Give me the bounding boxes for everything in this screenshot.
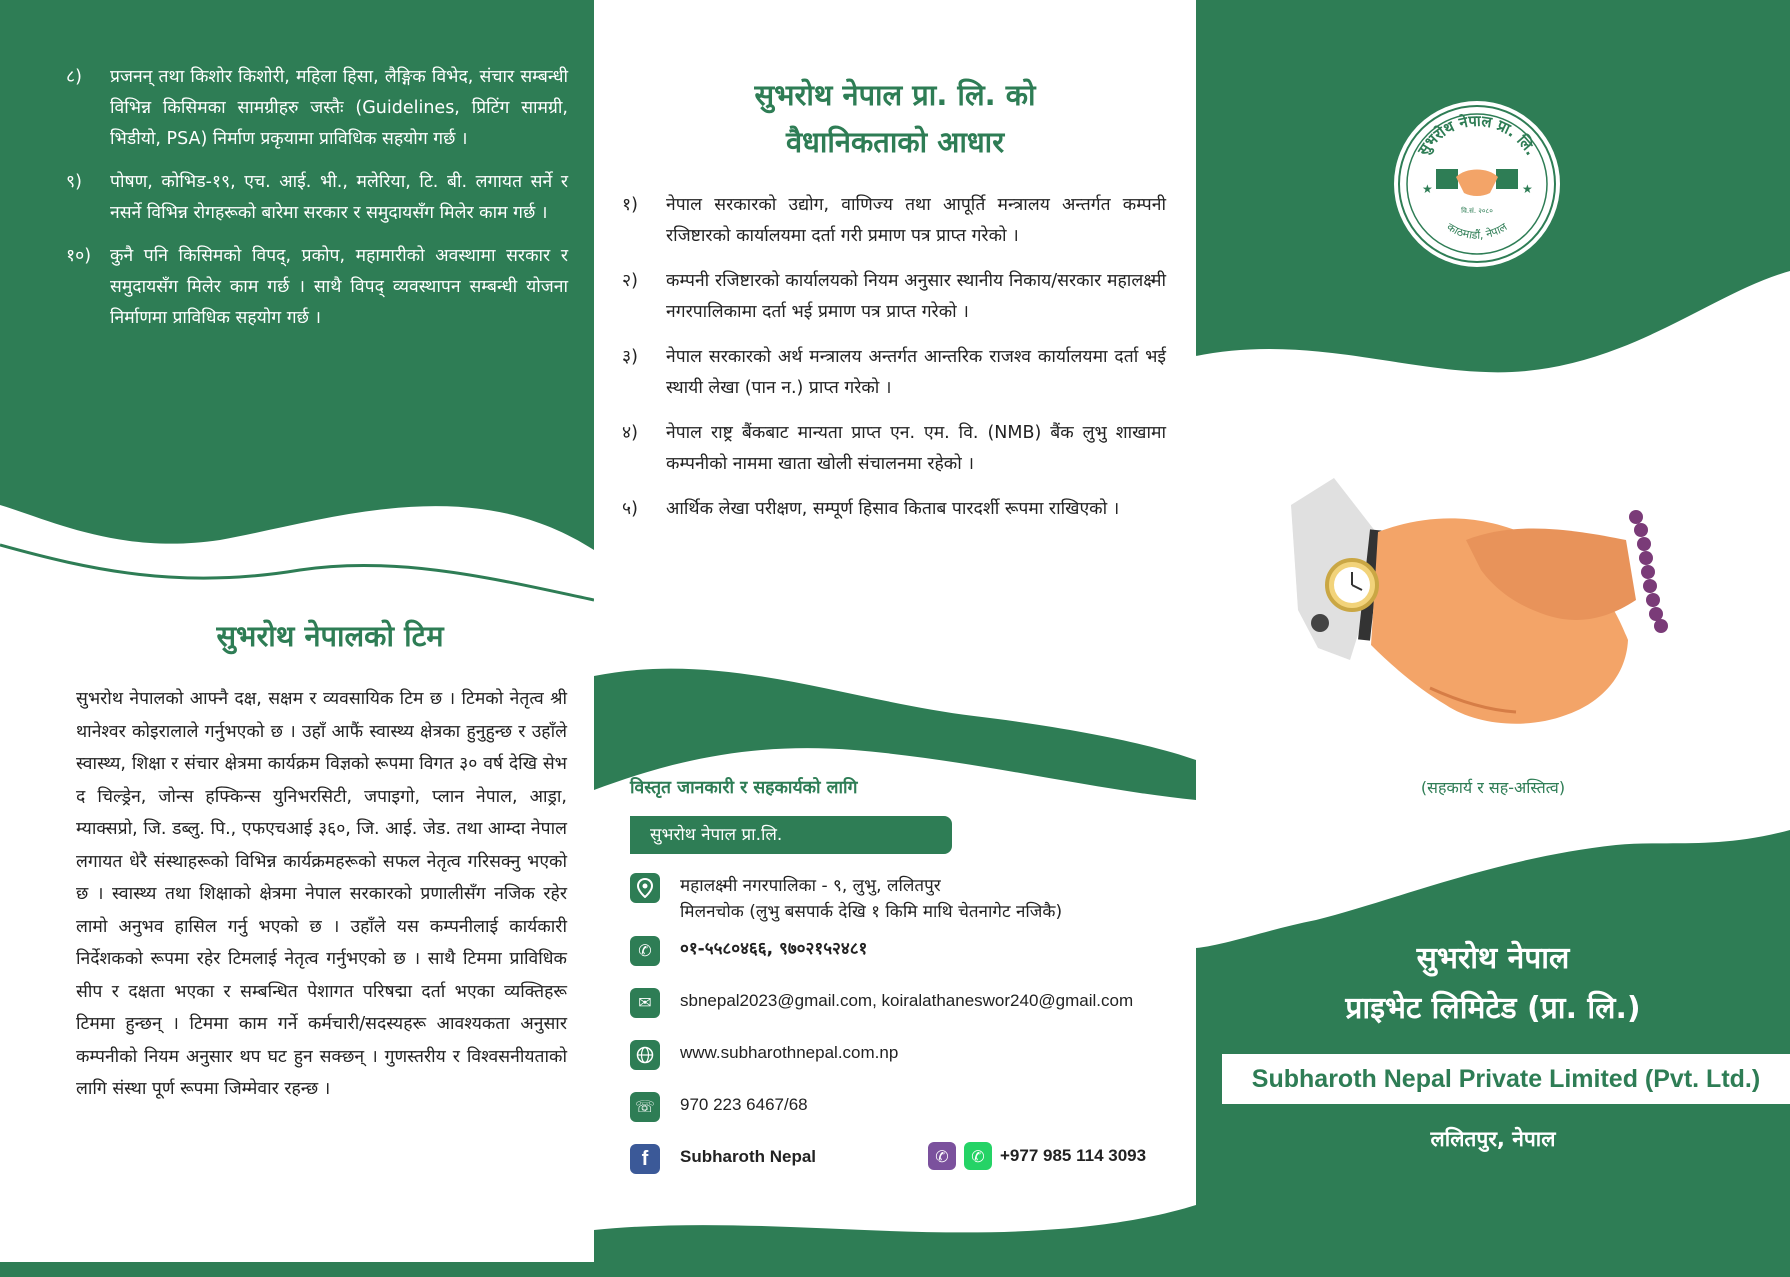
viber-whatsapp-row [928, 1142, 1146, 1170]
facebook-icon: f [630, 1144, 660, 1174]
email-addresses[interactable]: sbnepal2023@gmail.com, koiralathaneswor240@gmail.com [680, 991, 1134, 1010]
inside-middle-panel [594, 0, 1196, 1277]
inside-left-panel [0, 0, 594, 1277]
telephone-icon: ☏ [630, 1092, 660, 1122]
list-item [66, 62, 568, 155]
list-item [622, 494, 1166, 525]
email-row [630, 988, 1133, 1018]
list-text: आर्थिक लेखा परीक्षण, सम्पूर्ण हिसाव किताब पारदर्शी रूपमा राखिएको । [666, 499, 1120, 519]
list-number: ९) [66, 172, 82, 192]
team-heading: सुभरोथ नेपालको टिम [216, 619, 444, 653]
facebook-page[interactable]: Subharoth Nepal [680, 1147, 817, 1166]
list-number: ४) [622, 423, 638, 443]
heading-line: सुभरोथ नेपाल प्रा. लि. को [754, 78, 1036, 112]
address-line: महालक्ष्मी नगरपालिका - ९, लुभु, ललितपुर [680, 876, 941, 896]
viber-icon: ✆ [928, 1142, 956, 1170]
list-number: २) [622, 271, 638, 291]
mobile-numbers[interactable]: ०१-५५८०४६६, ९७०२१५२४८१ [680, 939, 868, 959]
website-row [630, 1040, 898, 1070]
services-list-continued [66, 62, 568, 346]
logo-text-top: सुभरोथ नेपाल प्रा. लि. [1414, 111, 1541, 159]
list-text: प्रजनन् तथा किशोर किशोरी, महिला हिसा, लैङ्गिक विभेद, संचार सम्बन्धी विभिन्न किसिमका सामग्रीहरु जस्तैः (Guidelines, प्रिटिंग सामग्री, भिडीयो, PSA) निर्माण प्रकृयामा प्राविधिक सहयोग गर्छ । [110, 67, 568, 149]
mobile-row [630, 936, 867, 966]
whatsapp-number[interactable]: +977 985 114 3093 [1000, 1146, 1147, 1165]
list-item [622, 342, 1166, 404]
whatsapp-icon: ✆ [964, 1142, 992, 1170]
heading-line: वैधानिकताको आधार [785, 125, 1005, 159]
website-link[interactable]: www.subharothnepal.com.np [680, 1043, 899, 1062]
legality-heading [614, 72, 1176, 166]
list-text: नेपाल सरकारको अर्थ मन्त्रालय अन्तर्गत आन्तरिक राजश्व कार्यालयमा दर्ता भई स्थायी लेखा (पान न.) प्राप्त गरेको । [666, 347, 1166, 398]
list-item [66, 241, 568, 334]
telephone-number[interactable]: 970 223 6467/68 [680, 1095, 808, 1114]
svg-text:★: ★ [1422, 182, 1433, 196]
svg-text:★: ★ [1522, 182, 1533, 196]
company-logo [1394, 101, 1560, 267]
logo-text-bottom: काठमाडौं, नेपाल [1444, 220, 1510, 242]
facebook-row [630, 1144, 816, 1174]
company-name-line: प्राइभेट लिमिटेड (प्रा. लि.) [1345, 991, 1641, 1026]
location-pin-icon [630, 873, 660, 903]
list-number: १) [622, 195, 638, 215]
list-item [622, 418, 1166, 480]
list-number: १०) [66, 246, 92, 266]
list-number: ५) [622, 499, 638, 519]
email-icon: ✉ [630, 988, 660, 1018]
company-location: ललितपुर, नेपाल [1430, 1127, 1556, 1151]
globe-icon [630, 1040, 660, 1070]
company-name-nepali [1196, 934, 1790, 1034]
list-item [622, 266, 1166, 328]
list-text: नेपाल सरकारको उद्योग, वाणिज्य तथा आपूर्ति मन्त्रालय अन्तर्गत कम्पनी रजिष्टारको कार्यालयमा दर्ता गरी प्रमाण पत्र प्राप्त गरेको । [666, 195, 1166, 246]
front-cover-panel [1196, 0, 1790, 1277]
company-name-line: सुभरोथ नेपाल [1416, 941, 1570, 976]
list-text: पोषण, कोभिड-१९, एच. आई. भी., मलेरिया, टि. बी. लगायत सर्ने र नसर्ने विभिन्न रोगहरूको बारेमा सरकार र समुदायसँग मिलेर काम गर्छ । [110, 172, 568, 223]
list-item [66, 167, 568, 229]
telephone-row [630, 1092, 808, 1122]
contact-heading: विस्तृत जानकारी र सहकार्यको लागि [630, 778, 858, 798]
address-row [630, 873, 1062, 925]
tagline: (सहकार्य र सह-अस्तित्व) [1420, 778, 1566, 797]
list-number: ३) [622, 347, 638, 367]
list-item [622, 190, 1166, 252]
list-text: कम्पनी रजिष्टारको कार्यालयको नियम अनुसार स्थानीय निकाय/सरकार महालक्ष्मी नगरपालिकामा दर्ता भई प्रमाण पत्र प्राप्त गरेको । [666, 271, 1166, 322]
legality-list [622, 190, 1166, 539]
logo-small-text: वि.सं. २०८० [1461, 207, 1493, 215]
contact-name-banner: सुभरोथ नेपाल प्रा.लि. [630, 816, 952, 854]
team-description: सुभरोथ नेपालको आफ्नै दक्ष, सक्षम र व्यवसायिक टिम छ । टिमको नेतृत्व श्री थानेश्वर कोइरालाले गर्नुभएको छ । उहाँ आफैं स्वास्थ्य क्षेत्रका हुनुहुन्छ र उहाँले स्वास्थ्य, शिक्षा र संचार क्षेत्रमा कार्यक्रम विज्ञको रूपमा विगत ३० वर्ष देखि सेभ द चिल्ड्रेन, जोन्स हफ्किन्स युनिभरसिटी, जपाइगो, प्लान नेपाल, आड्रा, म्याक्सप्रो, जि. डब्लु. पि., एफएचआई ३६०, जि. आई. जेड. तथा आम्दा नेपाल लगायत धेरै संस्थाहरूको विभिन्न कार्यक्रमहरूको सफल नेतृत्व गरिसक्नु भएको छ । स्वास्थ्य तथा शिक्षाको क्षेत्रमा नेपाल सरकारको प्रणालीसँग नजिक रहेर लामो अनुभव हासिल गर्नु भएको छ । उहाँले यस कम्पनीलाई कार्यकारी निर्देशकको रूपमा रहेर टिमलाई नेतृत्व गर्नुभएको छ । साथै टिममा प्राविधिक सीप र दक्षता भएका र सम्बन्धित पेशागत परिषद्मा दर्ता भएका व्यक्तिहरू टिममा हुन्छन् । टिममा काम गर्ने कर्मचारी/सदस्यहरू आवश्यकता अनुसार कम्पनीको नियम अनुसार थप घट हुन सक्छन् । गुणस्तरीय र विश्वसनीयताको लागि संस्था पूर्ण रूपमा जिम्मेवार रहन्छ । [76, 689, 567, 1099]
list-text: नेपाल राष्ट्र बैंकबाट मान्यता प्राप्त एन. एम. वि. (NMB) बैंक लुभु शाखामा कम्पनीको नाममा खाता खोली संचालनमा रहेको । [666, 423, 1166, 474]
list-number: ८) [66, 67, 82, 87]
phone-icon: ✆ [630, 936, 660, 966]
address-line: मिलनचोक (लुभु बसपार्क देखि १ किमि माथि चेतनागेट नजिकै) [680, 902, 1063, 922]
list-text: कुनै पनि किसिमको विपद्, प्रकोप, महामारीको अवस्थामा सरकार र समुदायसँग मिलेर काम गर्छ । साथै विपद् व्यवस्थापन सम्बन्धी योजना निर्माणमा प्राविधिक सहयोग गर्छ । [110, 246, 568, 328]
company-name-english: Subharoth Nepal Private Limited (Pvt. Ltd.) [1251, 1065, 1761, 1093]
